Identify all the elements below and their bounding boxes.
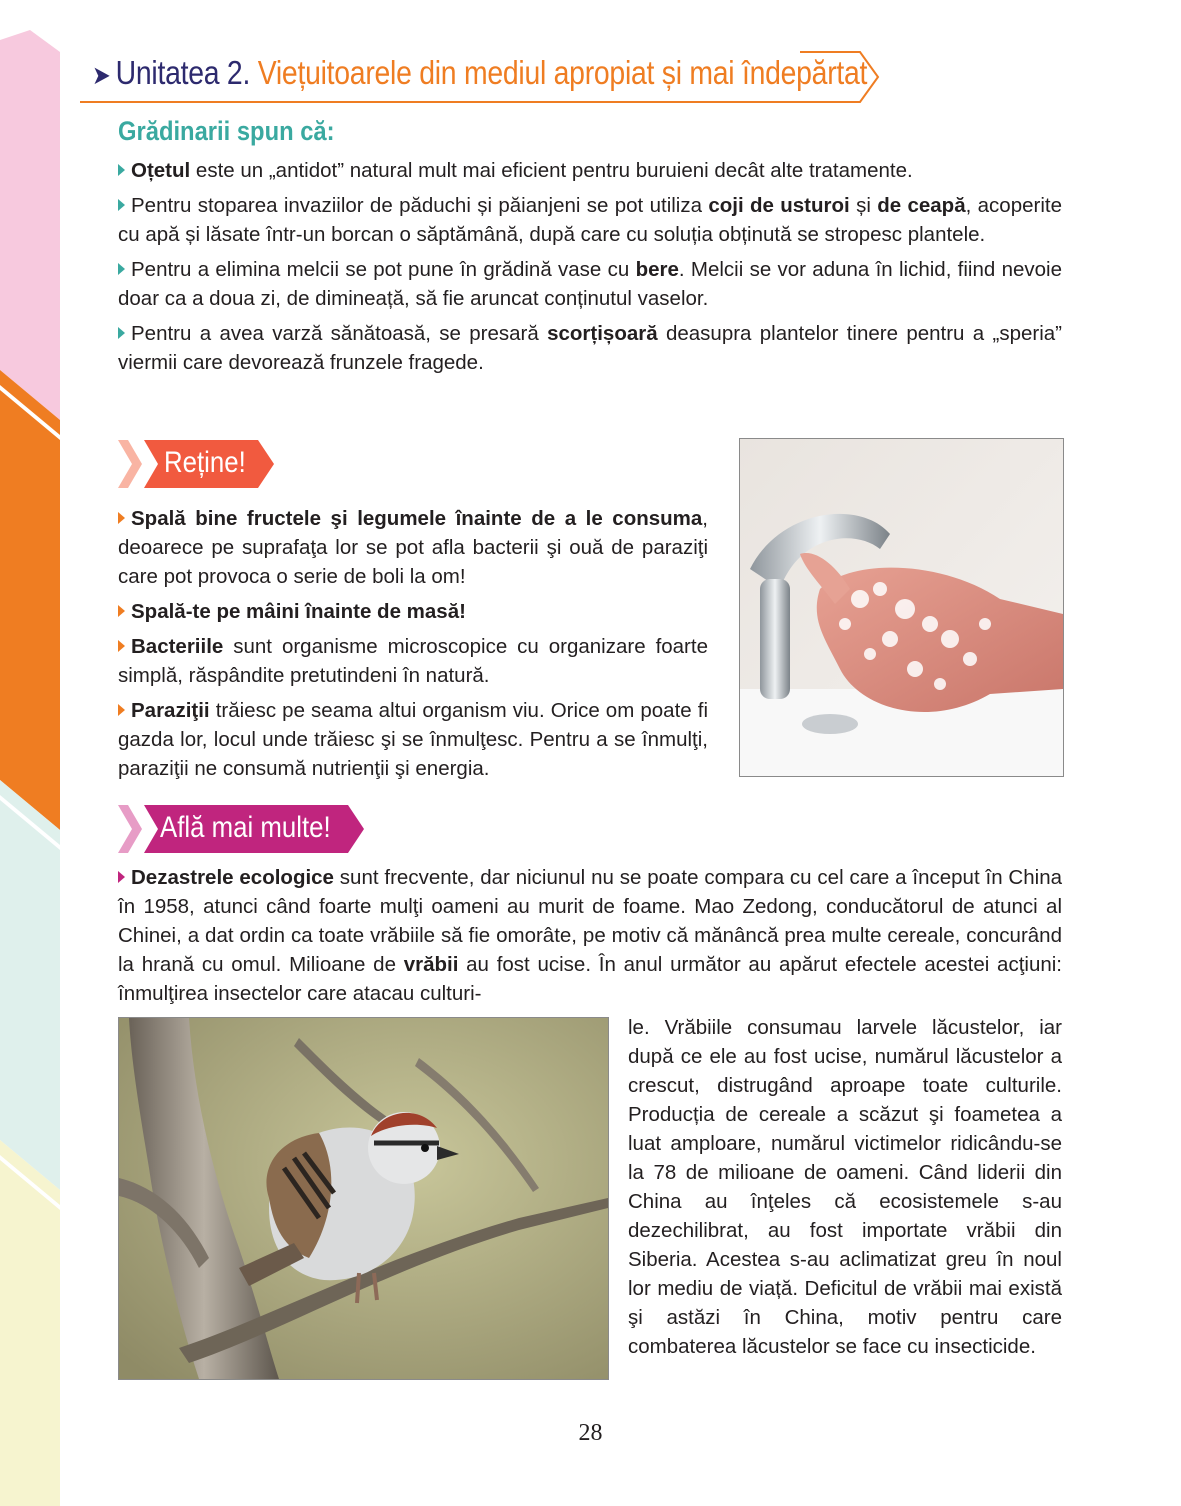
remember-list [118, 504, 708, 789]
gardeners-list [118, 156, 1062, 383]
bullet-icon [118, 871, 125, 883]
bullet-icon [118, 164, 125, 176]
bullet-icon [118, 512, 125, 524]
handwashing-photo [739, 438, 1064, 777]
learn-more-lead [118, 863, 1062, 1008]
sparrow-photo [118, 1017, 609, 1380]
unit-header [80, 46, 880, 108]
bullet-icon [118, 640, 125, 652]
bullet-icon [118, 704, 125, 716]
list-item: Oțetul este un „antidot” natural mult mai eficient pentru buruieni decât alte tratamente. [118, 156, 1062, 185]
remember-banner [118, 440, 278, 488]
list-item: Spală-te pe mâini înainte de masă! [118, 597, 708, 626]
side-decoration [0, 0, 60, 1506]
learn-more-title: Află mai multe! [160, 811, 331, 844]
list-item: Paraziţii trăiesc pe seama altui organism viu. Orice om poate fi gazda lor, locul unde trăiesc şi se înmulţesc. Pentru a se înmulţi, paraziţii ne consumă nutrienţii şi energia. [118, 699, 708, 780]
bullet-icon [118, 605, 125, 617]
continued-paragraph: le. Vrăbiile consumau larvele lăcustelor, iar după ce ele au fost ucise, numărul lăcustelor a crescut, distrugând aproape toate culturile. Producția de cereale a scăzut şi foametea a luat amploare, numărul victimelor ridicându-se la 78 de milioane de oameni. Când liderii din China au înţeles că ecosistemele s-au dezechilibrat, au fost importate vrăbii din Siberia. Acestea s-au aclimatizat greu în noul lor mediu de viață. Deficitul de vrăbii mai există şi astăzi în China, motiv pentru care combaterea lăcustelor se face cu insecticide. [628, 1016, 1062, 1358]
list-item: Pentru stoparea invaziilor de păduchi și păianjeni se pot utiliza coji de usturoi și de ceapă, acoperite cu apă și lăsate într-un borcan o săptămână, după care cu soluția obținută se stropesc plantele. [118, 194, 1062, 246]
gardeners-title: Grădinarii spun că: [118, 116, 335, 146]
list-item: Bacteriile sunt organisme microscopice cu organizare foarte simplă, răspândite pretutindeni în natură. [118, 635, 708, 687]
learn-more-banner [118, 805, 368, 853]
bullet-icon [118, 199, 125, 211]
list-item: Spală bine fructele şi legumele înainte de a le consuma, deoarece pe suprafaţa lor se pot afla bacterii şi ouă de paraziţi care pot provoca o serie de boli la om! [118, 507, 708, 588]
header-arrow-icon: ➤ [92, 60, 111, 90]
list-item: Pentru a elimina melcii se pot pune în grădină vase cu bere. Melcii se vor aduna în lichid, fiind nevoie doar ca a doua zi, de dimineață, să fie aruncat conținutul vaselor. [118, 258, 1062, 310]
page-number: 28 [578, 1420, 603, 1446]
unit-title: Viețuitoarele din mediul apropiat și mai îndepărtat [257, 54, 868, 91]
learn-more-continued [628, 1013, 1062, 1361]
bullet-icon [118, 263, 125, 275]
learn-more-paragraph: Dezastrele ecologice sunt frecvente, dar niciunul nu se poate compara cu cel care a început în China în 1958, atunci când foarte mulţi oameni au murit de foame. Mao Zedong, conducătorul de atunci al Chinei, a dat ordin ca toate vrăbiile să fie omorâte, pe motiv că mănâncă prea multe cereale, concurând la hrană cu omul. Milioane de vrăbii au fost ucise. În anul următor au apărut efectele acestei acţiuni: înmulţirea insectelor care atacau culturi- [118, 866, 1062, 1005]
remember-title: Reține! [164, 446, 246, 479]
list-item: Pentru a avea varză sănătoasă, se presară scorțișoară deasupra plantelor tinere pentru a „speria” viermii care devorează frunzele fragede. [118, 322, 1062, 374]
unit-label: Unitatea 2. [115, 54, 251, 91]
bullet-icon [118, 327, 125, 339]
